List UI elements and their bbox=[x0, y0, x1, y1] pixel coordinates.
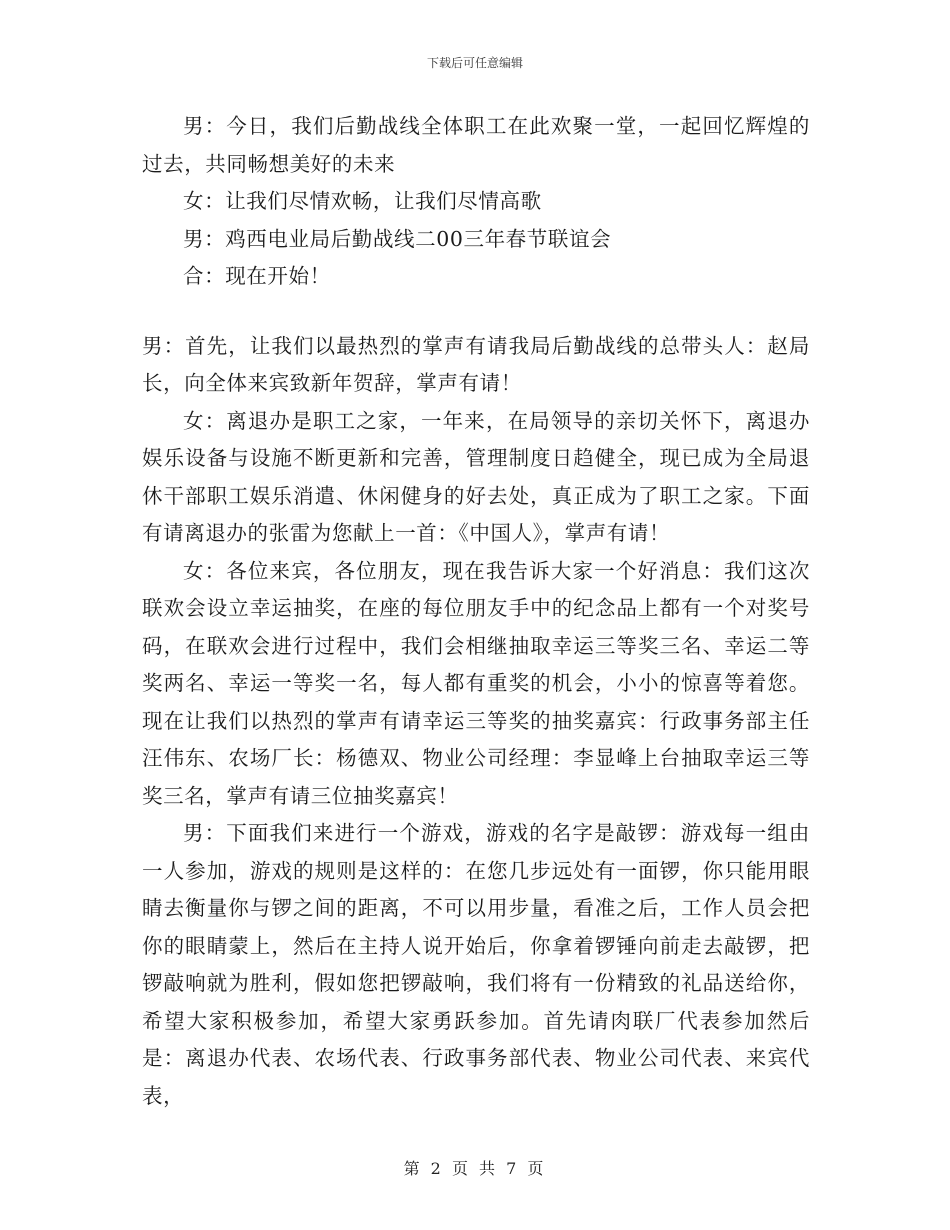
dialogue-paragraph: 男：下面我们来进行一个游戏，游戏的名字是敲锣：游戏每一组由一人参加，游戏的规则是这样的：在您几步远处有一面锣，你只能用眼睛去衡量你与锣之间的距离，不可以用步量，看准之后，工作人员会把你的眼睛蒙上，然后在主持人说开始后，你拿着锣锤向前走去敲锣，把锣敲响就为胜利，假如您把锣敲响，我们将有一份精致的礼品送给你，希望大家积极参加，希望大家勇跃参加。首先请肉联厂代表参加然后是：离退办代表、农场代表、行政事务部代表、物业公司代表、来宾代表， bbox=[142, 821, 810, 1108]
dialogue-paragraph: 女：离退办是职工之家，一年来，在局领导的亲切关怀下，离退办娱乐设备与设施不断更新和完善，管理制度日趋健全，现已成为全局退休干部职工娱乐消遣、休闲健身的好去处，真正成为了职工之家。下面有请离退办的张雷为您献上一首：《中国人》，掌声有请！ bbox=[142, 408, 810, 545]
dialogue-paragraph: 男：鸡西电业局后勤战线二00三年春节联谊会 bbox=[183, 226, 612, 251]
dialogue-paragraph: 女：各位来宾，各位朋友，现在我告诉大家一个好消息：我们这次联欢会设立幸运抽奖，在座的每位朋友手中的纪念品上都有一个对奖号码，在联欢会进行过程中，我们会相继抽取幸运三等奖三名、幸运二等奖两名、幸运一等奖一名，每人都有重奖的机会，小小的惊喜等着您。现在让我们以热烈的掌声有请幸运三等奖的抽奖嘉宾：行政事务部主任汪伟东、农场厂长：杨德双、物业公司经理：李显峰上台抽取幸运三等奖三名，掌声有请三位抽奖嘉宾！ bbox=[142, 558, 810, 808]
page-number: 第 2 页 共 7 页 bbox=[403, 1159, 547, 1178]
dialogue-paragraph: 男：今日，我们后勤战线全体职工在此欢聚一堂，一起回忆辉煌的过去，共同畅想美好的未来 bbox=[142, 114, 810, 176]
page-header: 下载后可任意编辑 bbox=[426, 56, 523, 70]
dialogue-paragraph: 女：让我们尽情欢畅，让我们尽情高歌 bbox=[183, 189, 542, 213]
paragraph-spacer bbox=[142, 296, 810, 328]
dialogue-paragraph: 合：现在开始！ bbox=[183, 264, 331, 288]
dialogue-paragraph: 男：首先，让我们以最热烈的掌声有请我局后勤战线的总带头人：赵局长，向全体来宾致新年贺辞，掌声有请！ bbox=[142, 333, 810, 395]
document-body bbox=[142, 108, 810, 1115]
